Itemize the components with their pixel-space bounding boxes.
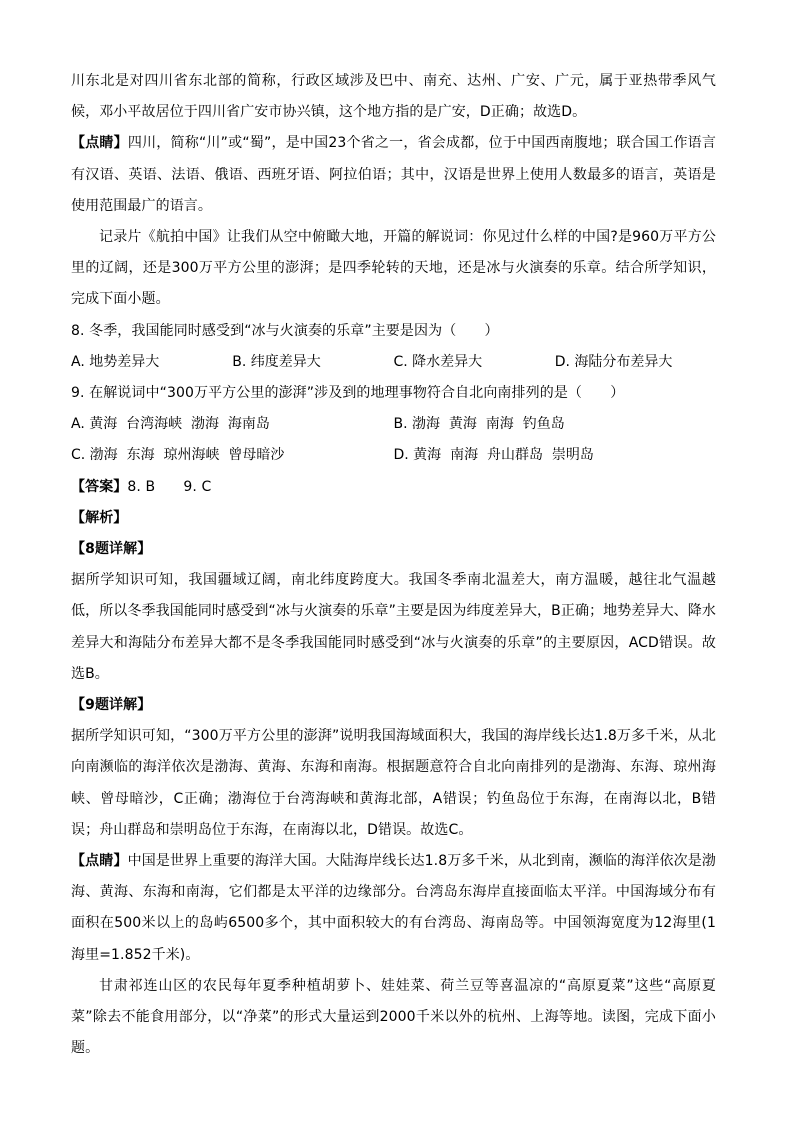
answer-text: 8. B 9. C [127, 478, 212, 495]
q8-option-b: B. 纬度差异大 [232, 353, 321, 370]
q8-option-a: A. 地势差异大 [71, 353, 160, 370]
question-9: 9. 在解说词中“300万平方公里的澎湃”涉及到的地理事物符合自北向南排列的是（ ） [71, 385, 625, 402]
question-stem-8-9: 记录片《航拍中国》让我们从空中俯瞰大地，开篇的解说词：你见过什么样的中国?是960万平方公里的辽阔，还是300万平方公里的澎湃；是四季轮转的天地，还是冰与火演奏的乐章。结合所学知识，完成下面小题。 [71, 229, 716, 308]
detail-8-text: 据所学知识可知，我国疆域辽阔，南北纬度跨度大。我国冬季南北温差大，南方温暖，越往北气温越低，所以冬季我国能同时感受到“冰与火演奏的乐章”主要是因为纬度差异大，B正确；地势差异大、降水差异大和海陆分布差异大都不是冬季我国能同时感受到“冰与火演奏的乐章”的主要原因，ACD错误。故选B。 [71, 572, 716, 682]
detail-9-label: 【9题详解】 [71, 697, 152, 714]
question-9-options-row-2 [71, 440, 716, 471]
previous-explanation-tail: 川东北是对四川省东北部的简称，行政区域涉及巴中、南充、达州、广安、广元，属于亚热带季风气候，邓小平故居位于四川省广安市协兴镇，这个地方指的是广安，D正确；故选D。 [71, 73, 716, 121]
q9-option-a: A. 黄海 台湾海峡 渤海 海南岛 [71, 416, 270, 433]
q9-option-d: D. 黄海 南海 舟山群岛 崇明岛 [393, 447, 594, 464]
detail-9-text: 据所学知识可知，“300万平方公里的澎湃”说明我国海域面积大，我国的海岸线长达1.8万多千米，从北向南濒临的海洋依次是渤海、黄海、东海和南海。根据题意符合自北向南排列的是渤海、东海、琼州海峡、曾母暗沙，C正确；渤海位于台湾海峡和黄海北部，A错误；钓鱼岛位于东海，在南海以北，B错误；舟山群岛和崇明岛位于东海，在南海以北，D错误。故选C。 [71, 728, 716, 838]
question-9-options-row-1 [71, 409, 716, 440]
answer-label: 【答案】 [71, 478, 128, 495]
q8-option-c: C. 降水差异大 [393, 353, 483, 370]
document-page [71, 66, 716, 1065]
question-stem-next: 甘肃祁连山区的农民每年夏季种植胡萝卜、娃娃菜、荷兰豆等喜温凉的“高原夏菜”这些“高原夏菜”除去不能食用部分，以“净菜”的形式大量运到2000千米以外的杭州、上海等地。读图，完成下面小题。 [71, 977, 716, 1057]
key-point-text: 中国是世界上重要的海洋大国。大陆海岸线长达1.8万多千米，从北到南，濒临的海洋依次是渤海、黄海、东海和南海，它们都是太平洋的边缘部分。台湾岛东海岸直接面临太平洋。中国海域分布有面积在500米以上的岛屿6500多个，其中面积较大的有台湾岛、海南岛等。中国领海宽度为12海里(1海里=1.852千米)。 [71, 853, 717, 963]
key-point-label: 【点睛】 [71, 135, 128, 152]
key-point-1 [71, 128, 716, 222]
question-8-options [71, 347, 716, 378]
q9-option-b: B. 渤海 黄海 南海 钓鱼岛 [393, 416, 565, 433]
q8-option-d: D. 海陆分布差异大 [554, 353, 673, 370]
question-8: 8. 冬季，我国能同时感受到“冰与火演奏的乐章”主要是因为（ ） [71, 322, 499, 339]
key-point-label: 【点睛】 [71, 853, 128, 870]
key-point-text: 四川，简称“川”或“蜀”，是中国23个省之一，省会成都，位于中国西南腹地；联合国工作语言有汉语、英语、法语、俄语、西班牙语、阿拉伯语；其中，汉语是世界上使用人数最多的语言，英语是使用范围最广的语言。 [71, 135, 716, 214]
answer [71, 472, 716, 503]
analysis-label: 【解析】 [71, 509, 128, 526]
q9-option-c: C. 渤海 东海 琼州海峡 曾母暗沙 [71, 447, 285, 464]
detail-8-label: 【8题详解】 [71, 541, 152, 558]
key-point-2 [71, 846, 716, 971]
